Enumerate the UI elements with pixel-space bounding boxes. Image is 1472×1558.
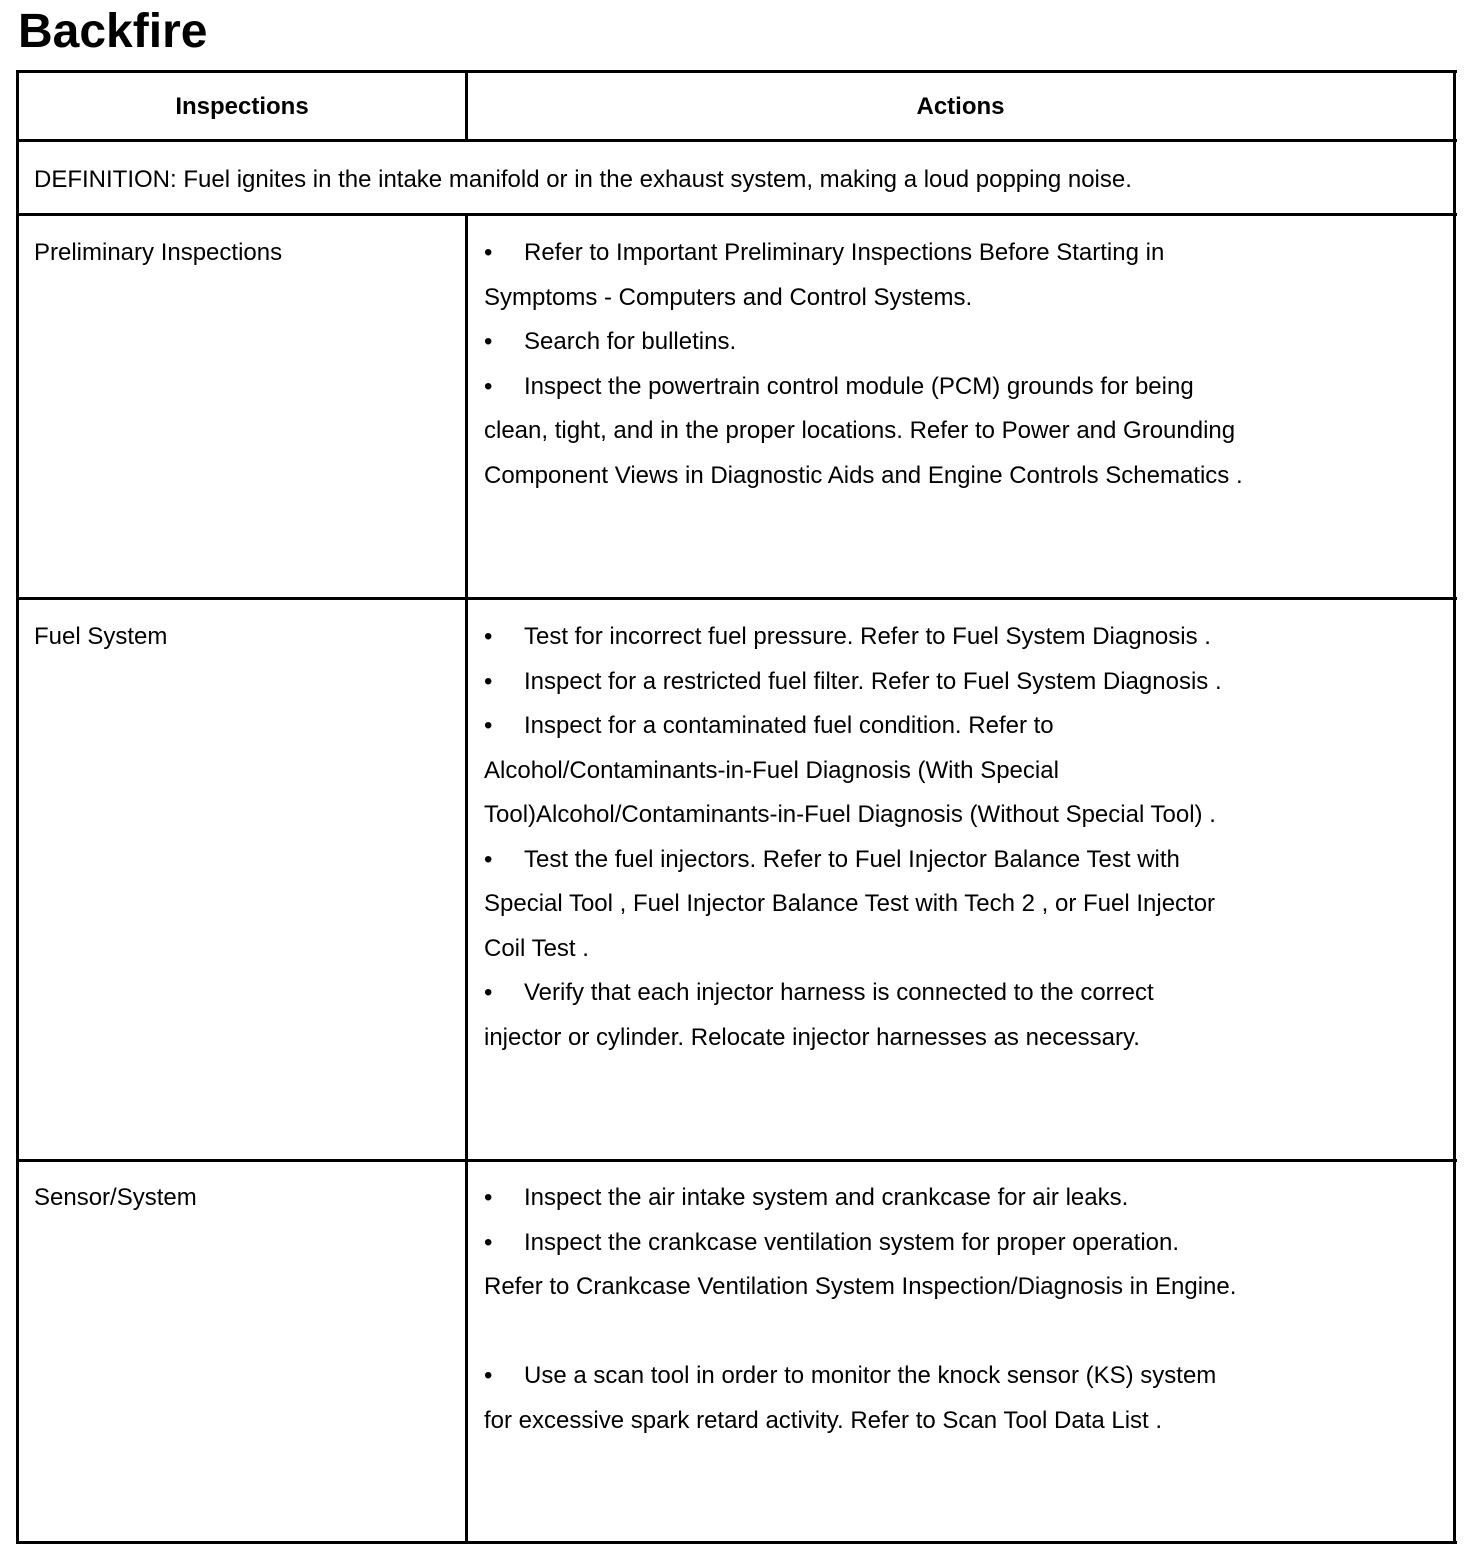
action-text: clean, tight, and in the proper locations. Refer to Power and Grounding xyxy=(484,417,1236,444)
table-divider xyxy=(16,597,1457,600)
bullet-icon: • xyxy=(484,712,493,739)
table-divider xyxy=(16,139,1457,142)
action-text: Search for bulletins. xyxy=(524,328,737,355)
table-border xyxy=(16,70,19,1544)
action-text: Inspect for a contaminated fuel condition. Refer to xyxy=(524,712,1054,739)
header-inspections: Inspections xyxy=(175,93,309,120)
inspection-label: Fuel System xyxy=(34,623,168,650)
action-text: injector or cylinder. Relocate injector harnesses as necessary. xyxy=(484,1023,1140,1051)
page-title: Backfire xyxy=(18,5,208,58)
bullet-icon: • xyxy=(484,667,493,695)
action-text: Verify that each injector harness is connected to the correct xyxy=(524,979,1154,1006)
action-text: Use a scan tool in order to monitor the knock sensor (KS) system xyxy=(524,1362,1217,1389)
action-text: Refer to Crankcase Ventilation System Inspection/Diagnosis in Engine. xyxy=(484,1273,1237,1300)
action-text: Tool)Alcohol/Contaminants-in-Fuel Diagnosis (Without Special Tool) . xyxy=(484,801,1216,828)
inspection-label: Preliminary Inspections xyxy=(34,239,283,266)
action-text: Symptoms - Computers and Control Systems. xyxy=(484,283,973,311)
bullet-icon: • xyxy=(484,372,493,400)
action-text: Inspect the crankcase ventilation system for proper operation. xyxy=(524,1228,1180,1256)
action-text: for excessive spark retard activity. Refer to Scan Tool Data List . xyxy=(484,1406,1163,1434)
bullet-icon: • xyxy=(484,1362,493,1389)
bullet-icon: • xyxy=(484,1228,493,1256)
action-text: Inspect the powertrain control module (PCM) grounds for being xyxy=(524,372,1194,400)
table-divider xyxy=(16,213,1457,216)
inspection-label: Sensor/System xyxy=(34,1184,197,1211)
bullet-icon: • xyxy=(484,623,493,650)
table-border xyxy=(16,70,1457,73)
action-text: Component Views in Diagnostic Aids and Engine Controls Schematics . xyxy=(484,461,1243,489)
action-text: Coil Test . xyxy=(484,934,589,962)
action-text: Inspect the air intake system and crankcase for air leaks. xyxy=(524,1184,1129,1211)
action-text: Inspect for a restricted fuel filter. Refer to Fuel System Diagnosis . xyxy=(524,667,1222,695)
bullet-icon: • xyxy=(484,845,493,873)
action-text: Test the fuel injectors. Refer to Fuel Injector Balance Test with xyxy=(524,845,1180,873)
action-text: Test for incorrect fuel pressure. Refer to Fuel System Diagnosis . xyxy=(524,623,1211,650)
bullet-icon: • xyxy=(484,328,493,355)
table-border xyxy=(16,1541,1457,1544)
table-divider xyxy=(16,1159,1457,1162)
bullet-icon: • xyxy=(484,979,493,1006)
bullet-icon: • xyxy=(484,1184,493,1211)
column-divider xyxy=(465,213,468,1543)
table-border xyxy=(1453,70,1456,1544)
definition-text: DEFINITION: Fuel ignites in the intake manifold or in the exhaust system, making a loud popping noise. xyxy=(34,166,1132,193)
action-text: Alcohol/Contaminants-in-Fuel Diagnosis (With Special xyxy=(484,756,1059,784)
header-actions: Actions xyxy=(916,93,1005,120)
action-text: Special Tool , Fuel Injector Balance Test with Tech 2 , or Fuel Injector xyxy=(484,890,1216,917)
action-text: Refer to Important Preliminary Inspections Before Starting in xyxy=(524,239,1165,266)
bullet-icon: • xyxy=(484,239,493,266)
